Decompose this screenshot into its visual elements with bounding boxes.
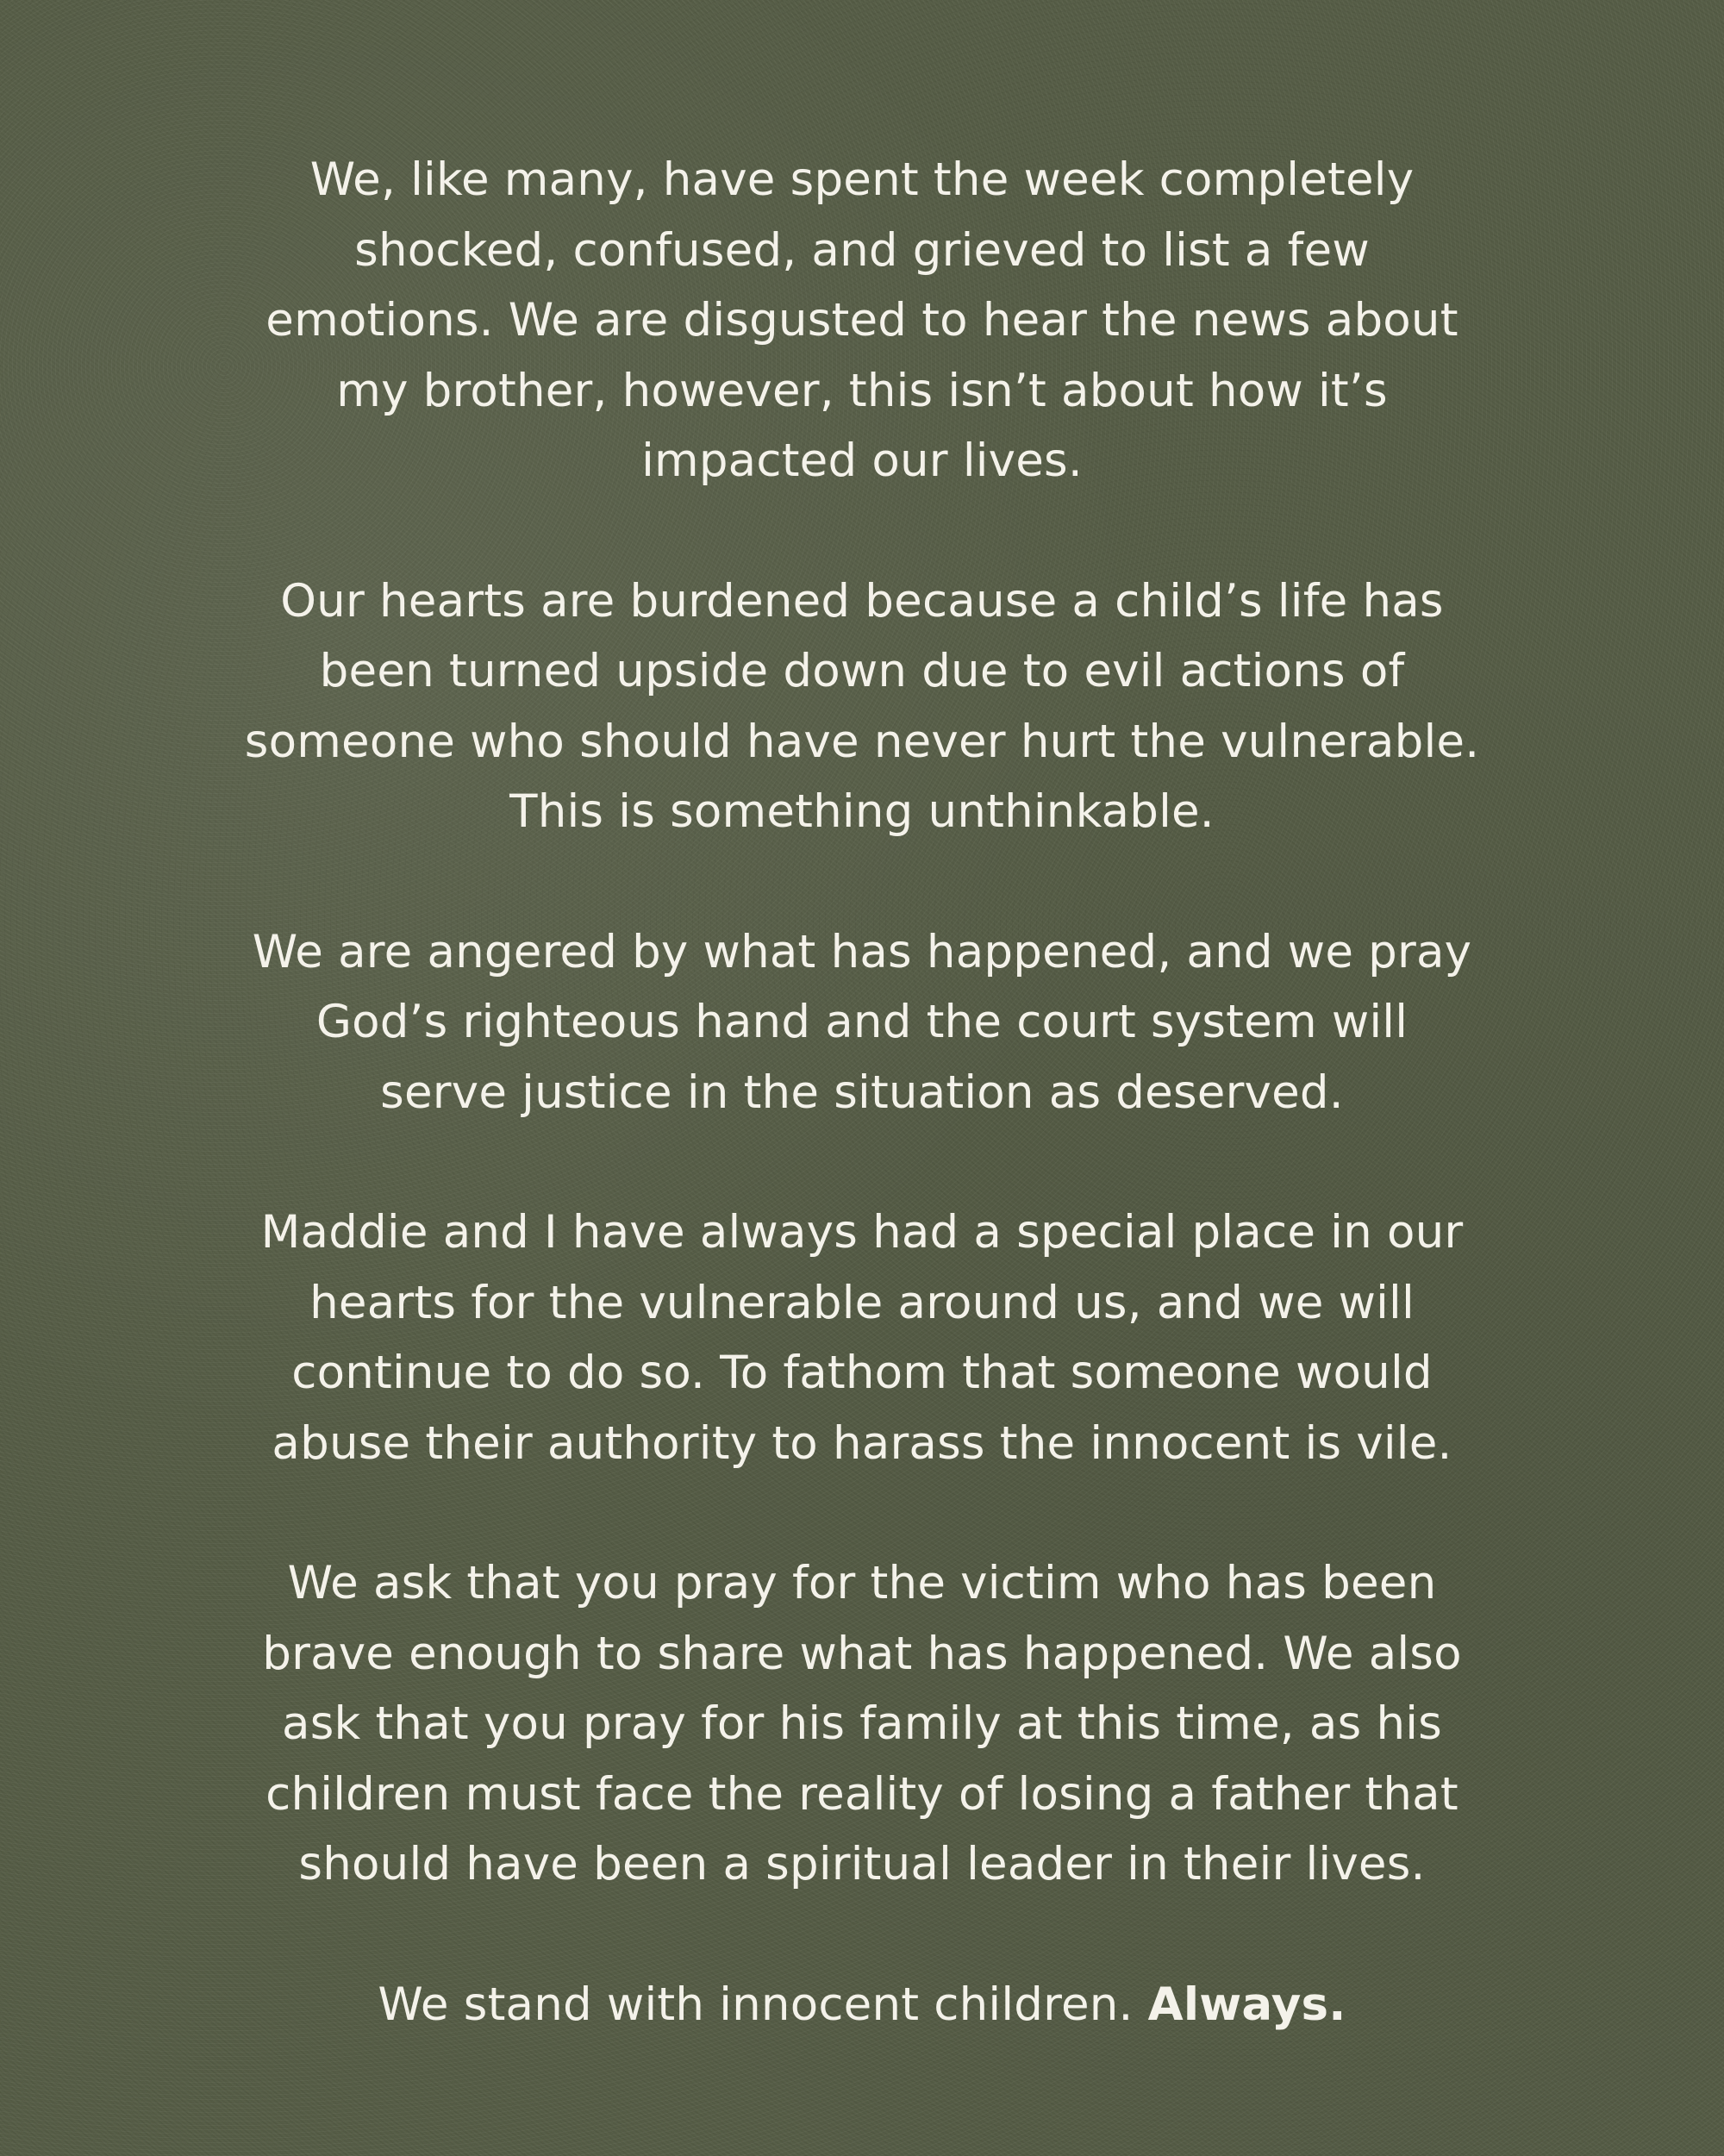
paragraph-4 <box>138 1197 1586 1478</box>
paragraph-line: should have been a spiritual leader in their lives. <box>298 1838 1426 1890</box>
closing-text: We stand with innocent children. <box>378 1978 1134 2031</box>
paragraph-1 <box>138 145 1586 497</box>
closing-line <box>138 1970 1586 2040</box>
paragraph-3 <box>138 917 1586 1128</box>
statement-body <box>138 145 1586 2109</box>
paragraph-line: hearts for the vulnerable around us, and we will <box>309 1276 1415 1329</box>
paragraph-line: continue to do so. To fathom that someone would <box>291 1347 1433 1399</box>
paragraph-line: We, like many, have spent the week completely <box>309 153 1415 206</box>
paragraph-line: been turned upside down due to evil actions of <box>319 645 1405 697</box>
paragraph-5 <box>138 1548 1586 1900</box>
paragraph-line: ask that you pray for his family at this time, as his <box>282 1697 1442 1750</box>
closing-sentence <box>138 1970 1586 2040</box>
paragraph-line: This is something unthinkable. <box>509 785 1215 838</box>
paragraph-line: abuse their authority to harass the innocent is vile. <box>272 1416 1452 1470</box>
closing-emphasis: Always. <box>1147 1978 1346 2031</box>
paragraph-line: someone who should have never hurt the vulnerable. <box>244 715 1480 768</box>
paragraph-line: my brother, however, this isn’t about how it’s <box>336 364 1388 417</box>
paragraph-line: Maddie and I have always had a special place in our <box>260 1206 1464 1259</box>
paragraph-line: serve justice in the situation as deserved. <box>380 1066 1344 1119</box>
paragraph-line: We are angered by what has happened, and we pray <box>252 925 1472 978</box>
paragraph-line: Our hearts are burdened because a child’s life has <box>280 574 1444 628</box>
paragraph-2 <box>138 566 1586 847</box>
paragraph-line: shocked, confused, and grieved to list a few <box>354 223 1370 277</box>
paragraph-line: God’s righteous hand and the court system will <box>315 996 1409 1048</box>
paragraph-line: emotions. We are disgusted to hear the news about <box>265 294 1459 347</box>
paragraph-line: children must face the reality of losing a father that <box>265 1767 1459 1821</box>
paragraph-line: We ask that you pray for the victim who has been <box>287 1557 1437 1609</box>
paragraph-line: brave enough to share what has happened. We also <box>262 1627 1462 1680</box>
paragraph-line: impacted our lives. <box>641 434 1083 487</box>
